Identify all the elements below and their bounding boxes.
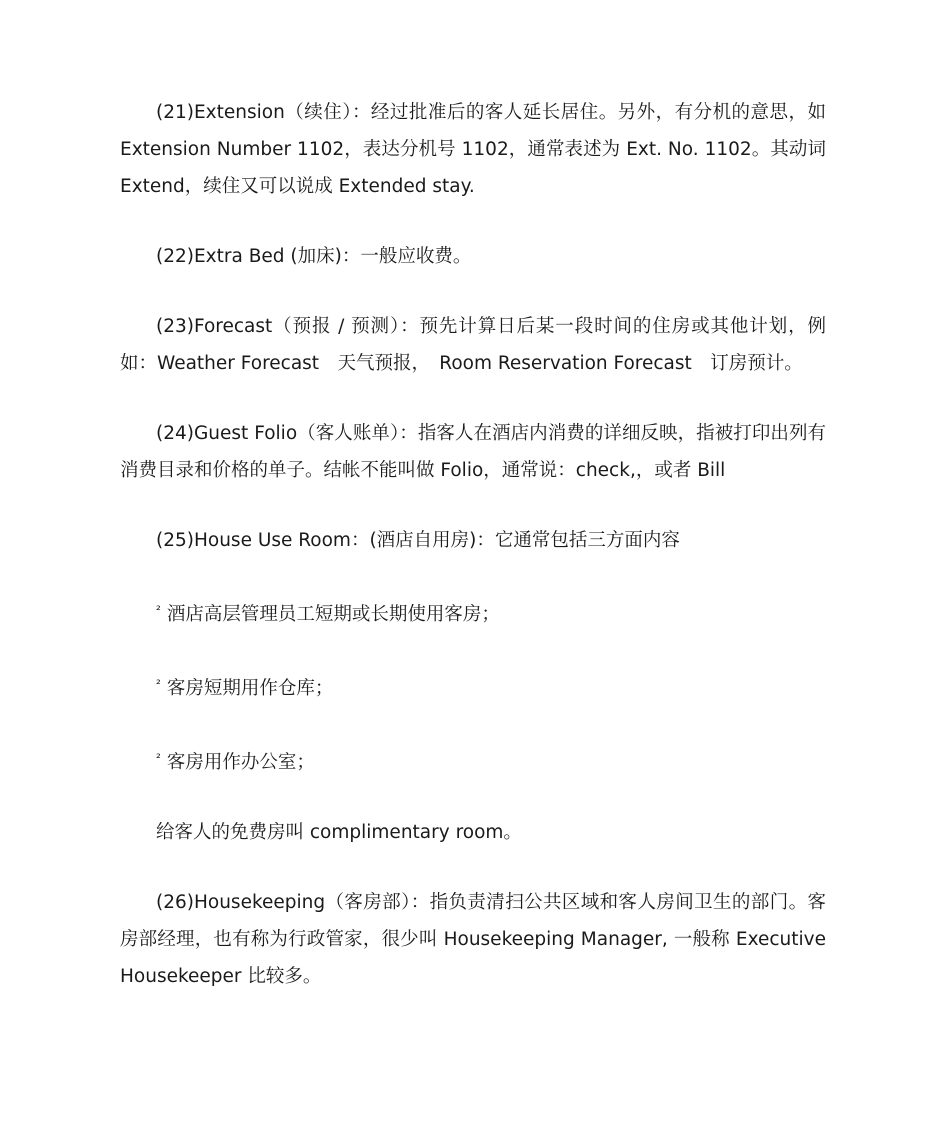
document-body: [120, 94, 826, 995]
entry-24-guest-folio: (24)Guest Folio（客人账单）：指客人在酒店内消费的详细反映，指被打印出列有消费目录和价格的单子。结帐不能叫做 Folio，通常说：check,，或者 Bill: [120, 423, 826, 481]
entry-26-housekeeping: (26)Housekeeping（客房部）：指负责清扫公共区域和客人房间卫生的部门。客房部经理，也有称为行政管家，很少叫 Housekeeping Manager, 一般称 Executive Housekeeper 比较多。: [120, 892, 826, 987]
list-item-text: 客房短期用作仓库；: [166, 678, 334, 699]
list-item: [120, 666, 826, 707]
bullet-mark: ²: [156, 603, 161, 617]
list-item-text: 客房用作办公室；: [166, 752, 315, 773]
list-item: [120, 592, 826, 633]
list-item-text: 酒店高层管理员工短期或长期使用客房；: [166, 604, 500, 625]
entry-21-extension: (21)Extension（续住）：经过批准后的客人延长居住。另外，有分机的意思，如 Extension Number 1102，表达分机号 1102，通常表述为 Ext. No. 1102。其动词 Extend，续住又可以说成 Extended stay.: [120, 102, 826, 197]
entry-23-forecast: (23)Forecast（预报 / 预测）：预先计算日后某一段时间的住房或其他计划，例如：Weather Forecast 天气预报， Room Reservation Forecast 订房预计。: [120, 316, 826, 374]
bullet-mark: ²: [156, 677, 161, 691]
entry-22-extra-bed: (22)Extra Bed (加床)：一般应收费。: [156, 246, 472, 267]
list-item: [120, 740, 826, 781]
entry-25-house-use-room: (25)House Use Room：(酒店自用房)：它通常包括三方面内容: [156, 530, 680, 551]
complimentary-room-note: 给客人的免费房叫 complimentary room。: [156, 822, 522, 843]
bullet-mark: ²: [156, 751, 161, 765]
